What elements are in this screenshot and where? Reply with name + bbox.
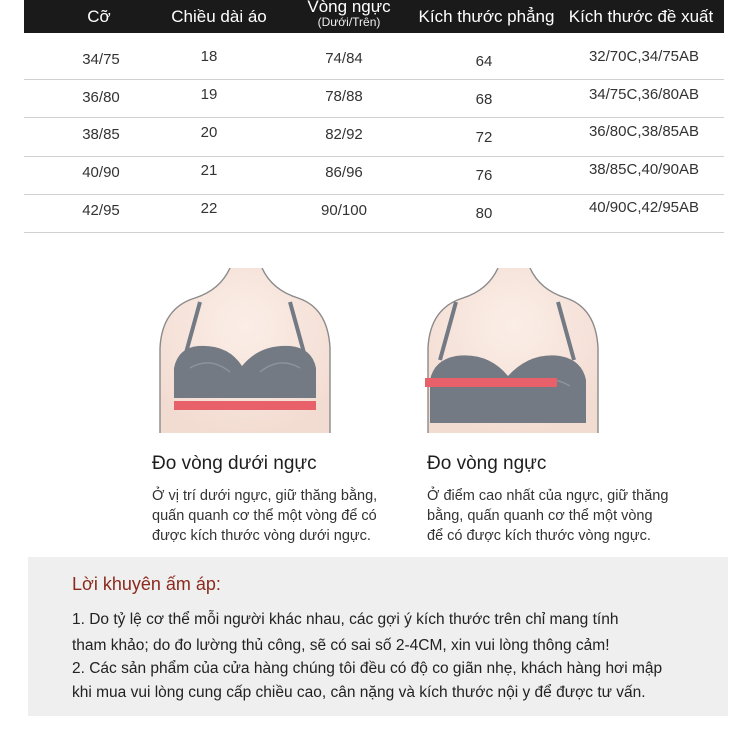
tips-title: Lời khuyên ấm áp: — [72, 574, 221, 594]
underbust-tape — [174, 401, 316, 410]
tips-line: 1. Do tỷ lệ cơ thể mỗi người khác nhau, các gợi ý kích thước trên chỉ mang tính — [72, 611, 619, 628]
header-flat: Kích thước phẳng — [418, 7, 555, 26]
bust-illustration — [418, 268, 608, 438]
cell-flat: 72 — [475, 129, 493, 146]
cell-size: 40/90 — [82, 164, 120, 181]
cell-length: 18 — [200, 48, 218, 65]
underbust-title: Đo vòng dưới ngực — [152, 453, 317, 474]
bust-line: bằng, quấn quanh cơ thể một vòng — [427, 508, 653, 524]
cell-length: 20 — [200, 124, 218, 141]
cell-flat: 68 — [475, 91, 493, 108]
cell-flat: 80 — [475, 205, 493, 222]
cell-size: 38/85 — [82, 126, 120, 143]
header-length: Chiều dài áo — [171, 7, 267, 26]
cell-bust: 82/92 — [325, 126, 363, 143]
table-row — [24, 79, 724, 118]
table-row — [24, 194, 724, 233]
cell-size: 36/80 — [82, 89, 120, 106]
tips-panel — [28, 557, 728, 716]
underbust-line: Ở vị trí dưới ngực, giữ thăng bằng, — [152, 488, 378, 504]
bust-title: Đo vòng ngực — [427, 453, 547, 474]
cell-length: 22 — [200, 200, 218, 217]
header-bust-main: Vòng ngực — [307, 0, 391, 16]
cell-suggest: 34/75C,36/80AB — [588, 86, 700, 103]
cell-flat: 64 — [475, 53, 493, 70]
table-row — [24, 156, 724, 195]
tips-line: 2. Các sản phẩm của cửa hàng chúng tôi đều có độ co giãn nhẹ, khách hàng hơi mập — [72, 660, 663, 677]
cell-bust: 74/84 — [325, 50, 363, 67]
header-bust — [299, 0, 399, 28]
bust-description — [427, 486, 668, 546]
cell-bust: 78/88 — [325, 88, 363, 105]
bust-tape — [425, 378, 557, 387]
tips-line: tham khảo; do đo lường thủ công, sẽ có sai số 2-4CM, xin vui lòng thông cảm! — [72, 637, 610, 654]
underbust-line: quấn quanh cơ thể một vòng để có — [152, 508, 377, 524]
cell-size: 42/95 — [82, 202, 120, 219]
header-suggest: Kích thước đề xuất — [568, 7, 714, 26]
cell-length: 21 — [200, 162, 218, 179]
tips-line: khi mua vui lòng cung cấp chiều cao, cân nặng và kích thước nội y để được tư vấn. — [72, 684, 646, 701]
table-header — [24, 0, 724, 33]
cell-flat: 76 — [475, 167, 493, 184]
cell-bust: 90/100 — [321, 202, 367, 219]
cell-suggest: 32/70C,34/75AB — [588, 48, 700, 65]
cell-suggest: 36/80C,38/85AB — [588, 123, 700, 140]
cell-size: 34/75 — [82, 51, 120, 68]
table-row — [24, 41, 724, 80]
cell-length: 19 — [200, 86, 218, 103]
cell-bust: 86/96 — [325, 164, 363, 181]
underbust-line: được kích thước vòng dưới ngực. — [152, 528, 371, 544]
header-bust-sub: (Dưới/Trên) — [317, 15, 381, 29]
header-size: Cỡ — [87, 7, 111, 26]
underbust-illustration — [150, 268, 340, 438]
bust-line: Ở điểm cao nhất của ngực, giữ thăng — [427, 488, 669, 504]
cell-suggest: 38/85C,40/90AB — [588, 161, 700, 178]
underbust-description — [152, 486, 377, 546]
bust-line: để có được kích thước vòng ngực. — [427, 528, 651, 544]
cell-suggest: 40/90C,42/95AB — [588, 199, 700, 216]
table-row — [24, 118, 724, 157]
